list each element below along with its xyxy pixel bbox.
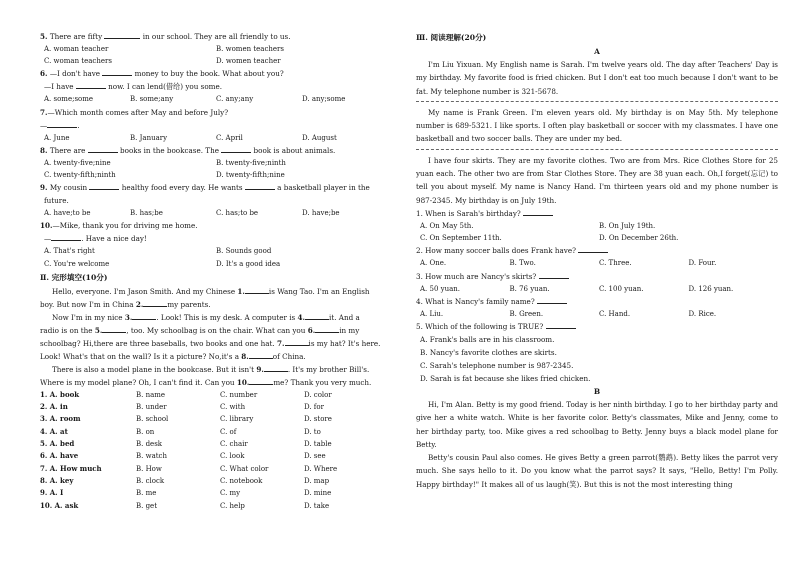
answer-blank[interactable]: [537, 303, 567, 304]
cloze-option[interactable]: C. help: [219, 501, 245, 510]
cloze-blank[interactable]: [264, 371, 288, 372]
cloze-option[interactable]: C. with: [219, 403, 246, 412]
option[interactable]: C. any;any: [216, 95, 254, 104]
option[interactable]: C. twenty-fifth;ninth: [44, 171, 116, 180]
cloze-text: boy. But now I'm in China: [40, 299, 136, 309]
question-9-line2: future.: [44, 196, 69, 206]
cloze-option[interactable]: D. map: [303, 476, 330, 485]
cloze-option[interactable]: 1. A. book: [40, 389, 80, 399]
option[interactable]: C. has;to be: [216, 209, 259, 218]
option[interactable]: A. 50 yuan.: [420, 284, 461, 293]
option[interactable]: C. 100 yuan.: [599, 284, 644, 293]
q9-options: [40, 207, 388, 219]
cloze-option[interactable]: 10. A. ask: [40, 500, 79, 510]
answer-blank[interactable]: [76, 88, 106, 89]
cloze-option[interactable]: D. table: [303, 440, 332, 449]
question-8: 8. There are books in the bookcase. The book is about animals.: [40, 145, 336, 155]
option[interactable]: D. twenty-fifth;nine: [216, 171, 285, 180]
rq1-options-row2: [416, 232, 778, 244]
cloze-text: schoolbag? Hi,there are three baseballs, two books and one hat.: [40, 338, 277, 348]
cloze-text: Now I'm in my nice: [52, 312, 125, 322]
passage-a-label: A: [594, 47, 600, 56]
option[interactable]: A. twenty-five;nine: [44, 158, 111, 167]
rq1-options: [416, 220, 778, 232]
cloze-text: Hello, everyone. I'm Jason Smith. And my Chinese: [52, 286, 238, 296]
option[interactable]: D. Four.: [688, 259, 717, 268]
cloze-blank-number: 10.: [236, 377, 250, 387]
option[interactable]: A. Frank's balls are in his classroom.: [420, 334, 555, 344]
rq3-options: [416, 283, 778, 295]
answer-blank[interactable]: [546, 328, 576, 329]
cloze-text: , too. My schoolbag is on the chair. What can you: [126, 325, 308, 335]
cloze-option[interactable]: C. chair: [219, 440, 248, 449]
option[interactable]: D. Rice.: [688, 309, 717, 318]
cloze-blank-number: 2.: [135, 299, 144, 309]
cloze-option[interactable]: B. name: [135, 390, 166, 399]
question-6-line2: —I have now. I can lend(借给) you some.: [44, 82, 223, 92]
cloze-text: in my: [339, 325, 360, 335]
option[interactable]: D. It's a good idea: [216, 259, 281, 268]
cloze-line: [40, 376, 388, 389]
passage-a-paragraph-1: I'm Liu Yixuan. My English name is Sarah. I'm twelve years old. The day after Teachers' Day is my birthday. My favorite food is fried chicken. But I don't eat too much because I don't want to be fat. My telephone number is 321-5678.: [416, 60, 778, 96]
answer-blank[interactable]: [102, 75, 132, 76]
cloze-option-row: [40, 413, 388, 425]
cloze-text: Where is my model plane? Oh, I can't find it. Can you: [40, 377, 237, 387]
cloze-option[interactable]: B. on: [135, 427, 155, 436]
answer-blank[interactable]: [89, 189, 119, 190]
option[interactable]: C. Hand.: [599, 309, 631, 318]
cloze-passage: [40, 285, 388, 389]
cloze-blank[interactable]: [249, 384, 273, 385]
cloze-option[interactable]: C. notebook: [219, 476, 263, 485]
rq4-options: [416, 308, 778, 320]
cloze-option-row: [40, 426, 388, 438]
cloze-option-row: [40, 389, 388, 401]
cloze-blank[interactable]: [249, 358, 273, 359]
cloze-blank[interactable]: [305, 319, 329, 320]
passage-b-paragraph-2: Betty's cousin Paul also comes. He gives Betty a green parrot(鹦鹉). Betty likes the parrot very much. She says hello to it. Do you know what the parrot says? It says, "Hello, Betty! I'm Polly. Happy birthday!" It makes all of us laugh(笑). But this is not the most interesting thing: [416, 453, 778, 489]
cloze-option[interactable]: D. for: [303, 403, 324, 412]
cloze-line: [40, 350, 388, 363]
option[interactable]: B. Green.: [509, 309, 544, 318]
cloze-option[interactable]: B. get: [135, 501, 158, 510]
option[interactable]: D. any;some: [302, 95, 346, 104]
q5-options: [40, 43, 388, 55]
option[interactable]: C. Sarah's telephone number is 987-2345.: [420, 360, 574, 370]
cloze-blank-number: 4.: [297, 312, 306, 322]
option[interactable]: A. Liu.: [420, 309, 444, 318]
option[interactable]: D. have;be: [302, 209, 340, 218]
passage-b-paragraph-1: Hi, I'm Alan. Betty is my good friend. Today is her ninth birthday. I go to her birthday party and give her a white watch. White is her favorite color. Betty's classmates, Mike and Jenny, come to her birthday party, too. Mike gives a red schoolbag to Betty. Jenny buys a black model plane for Betty.: [416, 399, 778, 449]
cloze-option[interactable]: 2. A. in: [40, 402, 68, 412]
cloze-text: it. And a: [329, 312, 360, 322]
cloze-option-row: [40, 438, 388, 450]
option[interactable]: C. You're welcome: [44, 259, 110, 268]
cloze-option[interactable]: B. me: [135, 489, 157, 498]
answer-blank[interactable]: [539, 278, 569, 279]
question-7-line2: — .: [40, 120, 80, 130]
q10-options: [40, 245, 388, 257]
cloze-line: [40, 324, 388, 337]
cloze-blank[interactable]: [102, 332, 126, 333]
cloze-option-row: [40, 475, 388, 487]
reading-question-5: 5. Which of the following is TRUE?: [416, 320, 778, 333]
cloze-option[interactable]: C. What color: [219, 464, 269, 473]
cloze-option[interactable]: D. take: [303, 501, 330, 510]
option[interactable]: B. 76 yuan.: [509, 284, 550, 293]
right-column: [416, 30, 778, 491]
cloze-blank-number: 5.: [94, 325, 103, 335]
cloze-option[interactable]: B. desk: [135, 440, 163, 449]
rq2-options: [416, 257, 778, 269]
cloze-blank-number: 8.: [241, 351, 249, 361]
question-5: 5. There are fifty in our school. They are all friendly to us.: [40, 32, 291, 41]
cloze-option-row: [40, 401, 388, 413]
option[interactable]: D. Sarah is fat because she likes fried chicken.: [420, 373, 591, 383]
section-2-title: Ⅱ. 完形填空(10分): [40, 272, 108, 282]
option[interactable]: B. On July 19th.: [599, 221, 656, 230]
cloze-text: . It's my brother Bill's.: [287, 364, 370, 374]
option[interactable]: B. twenty-five;ninth: [216, 158, 286, 167]
cloze-text: . Look! This is my desk. A computer is: [156, 312, 298, 322]
cloze-text: of China.: [272, 351, 306, 361]
cloze-option[interactable]: 4. A. at: [40, 426, 68, 436]
option[interactable]: A. That's right: [44, 247, 95, 256]
cloze-option[interactable]: 9. A. I: [40, 488, 64, 498]
option[interactable]: D. 126 yuan.: [688, 284, 734, 293]
cloze-text: There is also a model plane in the bookcase. But it isn't: [52, 364, 257, 374]
cloze-option[interactable]: D. mine: [303, 489, 332, 498]
option[interactable]: A. One.: [420, 259, 447, 268]
cloze-option[interactable]: 7. A. How much: [40, 463, 102, 473]
cloze-option[interactable]: B. school: [135, 415, 169, 424]
option[interactable]: D. August: [302, 133, 337, 142]
cloze-text: Look! What's that on the wall? Is it a picture? No,it's a: [40, 351, 242, 361]
q8-options: [40, 157, 388, 169]
cloze-options-table: [40, 389, 388, 512]
divider: [416, 149, 778, 150]
reading-question-2: 2. How many soccer balls does Frank have?: [416, 244, 778, 257]
cloze-option-row: [40, 487, 388, 499]
option[interactable]: B. Sounds good: [216, 247, 272, 256]
cloze-option[interactable]: B. under: [135, 403, 167, 412]
cloze-option[interactable]: D. color: [303, 390, 332, 399]
cloze-option[interactable]: C. number: [219, 390, 258, 399]
answer-blank[interactable]: [578, 252, 608, 253]
passage-a-paragraph-2: My name is Frank Green. I'm eleven years old. My birthday is on May 5th. My telephone number is 689-5321. I like sports. I often play basketball or soccer with my classmates. I have one basketball and two soccer balls. They are under my bed.: [416, 107, 778, 144]
cloze-option-row: [40, 500, 388, 512]
cloze-line: [40, 285, 388, 298]
option[interactable]: A. some;some: [44, 95, 94, 104]
option[interactable]: D. women teacher: [216, 57, 281, 66]
cloze-option-row: [40, 463, 388, 475]
option[interactable]: A. have;to be: [44, 209, 91, 218]
option[interactable]: A. June: [44, 133, 70, 142]
option[interactable]: C. Three.: [599, 259, 632, 268]
reading-question-4: 4. What is Nancy's family name?: [416, 295, 778, 308]
cloze-blank-number: 7.: [277, 338, 285, 348]
cloze-blank-number: 3.: [124, 312, 133, 322]
reading-question-1: 1. When is Sarah's birthday?: [416, 207, 778, 220]
cloze-option[interactable]: 3. A. room: [40, 414, 81, 424]
answer-blank[interactable]: [221, 152, 251, 153]
cloze-text: is my hat? It's here.: [308, 338, 381, 348]
answer-blank[interactable]: [88, 152, 118, 153]
question-9: 9. My cousin healthy food every day. He wants a basketball player in the: [40, 183, 370, 193]
q7-options: [40, 132, 388, 144]
cloze-blank-number: 1.: [237, 286, 245, 296]
option[interactable]: B. has;be: [130, 209, 163, 218]
left-column: [40, 30, 388, 512]
option[interactable]: B. some;any: [130, 95, 174, 104]
cloze-option[interactable]: D. Where: [303, 464, 338, 473]
cloze-line: [40, 337, 388, 350]
cloze-line: [40, 363, 388, 376]
q6-options: [40, 93, 388, 105]
cloze-blank[interactable]: [285, 345, 309, 346]
cloze-line: [40, 298, 388, 311]
cloze-text: my parents.: [167, 299, 211, 309]
option[interactable]: C. On September 11th.: [420, 234, 502, 243]
question-6: 6. —I don't have money to buy the book. What about you?: [40, 69, 284, 79]
passage-a-paragraph-3: I have four skirts. They are my favorite clothes. Two are from Mrs. Rice Clothes Store for 25 yuan each. The other two are from Star Clothes Store. They are 38 yuan each. Oh,I forget(忘记) to tell you about myself. My name is Nancy Hand. I'm thirteen years old and my phone number is 987-2345. My birthday is on July 19th.: [416, 155, 778, 205]
cloze-option[interactable]: 6. A. have: [40, 451, 79, 461]
reading-question-3: 3. How much are Nancy's skirts?: [416, 270, 778, 283]
passage-b-label: B: [593, 386, 601, 396]
cloze-text: radio is on the: [40, 325, 95, 335]
cloze-blank[interactable]: [245, 293, 269, 294]
cloze-option[interactable]: 8. A. key: [40, 475, 74, 485]
cloze-blank-number: 9.: [256, 364, 264, 374]
cloze-text: is Wang Tao. I'm an English: [268, 286, 370, 296]
cloze-blank[interactable]: [143, 306, 167, 307]
option[interactable]: B. Nancy's favorite clothes are skirts.: [420, 347, 557, 357]
cloze-blank-number: 6.: [307, 325, 316, 335]
cloze-option[interactable]: C. library: [219, 415, 254, 424]
option[interactable]: A. On May 5th.: [420, 221, 474, 230]
answer-blank[interactable]: [245, 189, 275, 190]
option[interactable]: D. On December 26th.: [599, 234, 679, 243]
answer-blank[interactable]: [51, 240, 81, 241]
q10-options-row2: [40, 258, 388, 270]
section-3-title: Ⅲ. 阅读理解(20分): [416, 33, 487, 42]
cloze-text: me? Thank you very much.: [273, 377, 372, 387]
option[interactable]: C. woman teachers: [44, 57, 112, 66]
cloze-line: [40, 311, 388, 324]
option[interactable]: C. April: [216, 133, 243, 142]
question-10-line2: — . Have a nice day!: [44, 234, 147, 244]
q8-options-row2: [40, 169, 388, 181]
option[interactable]: B. January: [130, 133, 168, 142]
cloze-option[interactable]: B. clock: [135, 476, 165, 485]
option[interactable]: B. women teachers: [216, 45, 284, 53]
answer-blank[interactable]: [47, 127, 77, 128]
cloze-option[interactable]: 5. A. bed: [40, 439, 75, 449]
cloze-option[interactable]: C. my: [219, 489, 241, 498]
option[interactable]: B. Two.: [509, 259, 536, 268]
cloze-blank[interactable]: [315, 332, 339, 333]
option[interactable]: A. woman teacher: [44, 45, 109, 53]
cloze-option[interactable]: B. How: [135, 464, 162, 473]
cloze-option[interactable]: D. to: [303, 427, 321, 436]
cloze-option[interactable]: C. of: [219, 427, 237, 436]
cloze-option[interactable]: C. look: [219, 452, 245, 461]
answer-blank[interactable]: [523, 215, 553, 216]
cloze-option[interactable]: D. store: [303, 415, 332, 424]
divider: [416, 101, 778, 102]
cloze-blank[interactable]: [132, 319, 156, 320]
question-7: 7.—Which month comes after May and before July?: [40, 107, 229, 117]
cloze-option[interactable]: D. see: [303, 452, 326, 461]
cloze-option[interactable]: B. watch: [135, 452, 167, 461]
q5-options-row2: [40, 55, 388, 67]
question-10: 10.—Mike, thank you for driving me home.: [40, 221, 198, 231]
cloze-option-row: [40, 450, 388, 462]
answer-blank[interactable]: [104, 38, 140, 39]
